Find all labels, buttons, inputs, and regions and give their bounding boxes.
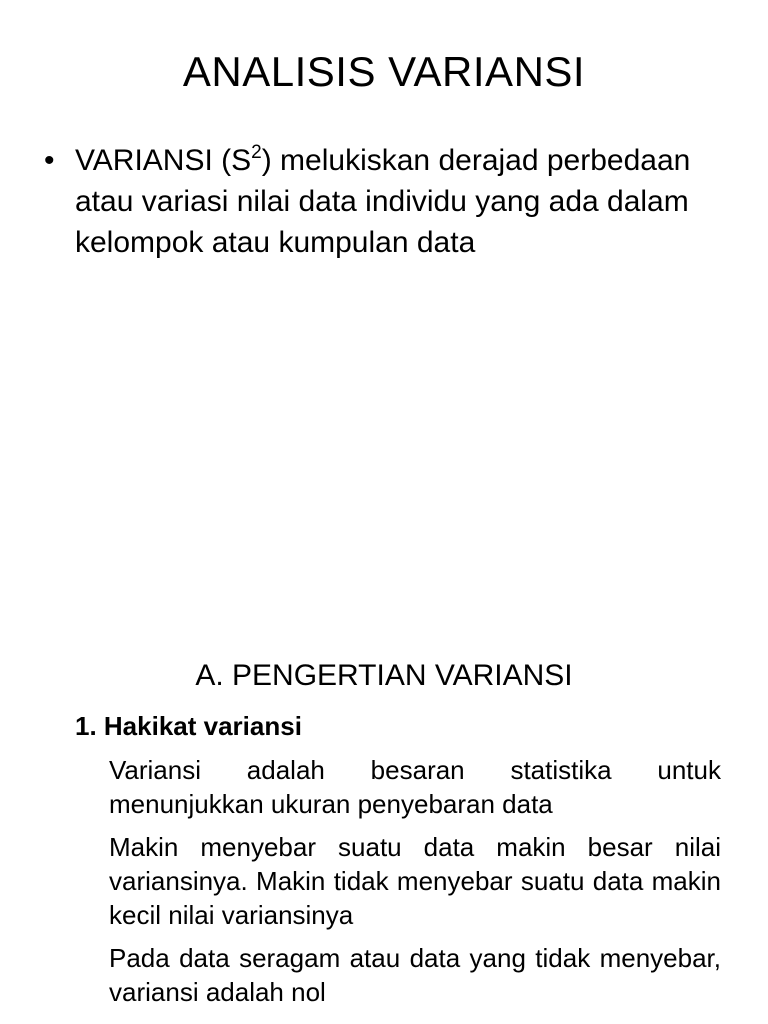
bullet-description: ) melukiskan derajad perbedaan atau variasi nilai data individu yang ada dalam kelompok atau kumpulan data [75, 144, 691, 259]
slide-title: ANALISIS VARIANSI [182, 48, 586, 95]
paragraph: Pada data seragam atau data yang tidak menyebar, variansi adalah nol [109, 943, 721, 1007]
sub-heading: 1. Hakikat variansi [75, 711, 302, 741]
bullet-item [44, 140, 724, 263]
bullet-term: VARIANSI (S [75, 144, 252, 177]
section-title: A. PENGERTIAN VARIANSI [195, 659, 573, 692]
superscript-two: 2 [251, 142, 262, 163]
bullet-marker: • [44, 144, 55, 177]
paragraph: Variansi adalah besaran statistika untuk menunjukkan ukuran penyebaran data [109, 755, 721, 819]
paragraph-list [109, 753, 721, 1018]
paragraph: Makin menyebar suatu data makin besar nilai variansinya. Makin tidak menyebar suatu data makin kecil nilai variansinya [109, 832, 721, 930]
bullet-text [75, 140, 724, 263]
